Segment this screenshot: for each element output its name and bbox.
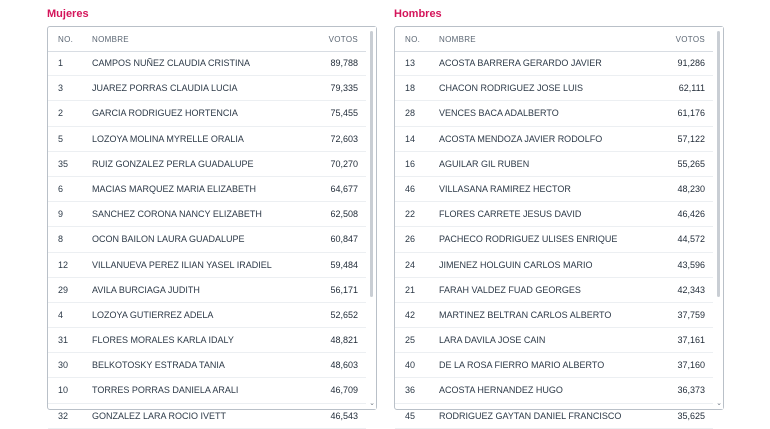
row-nombre: SANCHEZ CORONA NANCY ELIZABETH: [92, 209, 262, 220]
hombres-rows: [395, 51, 713, 429]
row-no: 46: [405, 183, 416, 194]
row-nombre: ACOSTA MENDOZA JAVIER RODOLFO: [439, 133, 603, 144]
row-nombre: VILLANUEVA PEREZ ILIAN YASEL IRADIEL: [92, 259, 272, 270]
table-row[interactable]: [48, 101, 366, 126]
row-nombre: MACIAS MARQUEZ MARIA ELIZABETH: [92, 183, 257, 194]
row-votos: 64,677: [330, 183, 358, 194]
row-votos: 57,122: [677, 133, 705, 144]
row-votos: 44,572: [677, 234, 705, 245]
row-no: 42: [405, 309, 416, 320]
row-nombre: RUIZ GONZALEZ PERLA GUADALUPE: [92, 158, 254, 169]
mujeres-title: Mujeres: [47, 8, 89, 20]
table-row[interactable]: [395, 353, 713, 378]
row-no: 28: [405, 108, 416, 119]
row-no: 3: [58, 83, 64, 94]
row-no: 45: [405, 410, 416, 421]
row-no: 4: [58, 309, 64, 320]
row-no: 31: [58, 335, 69, 346]
row-no: 25: [405, 335, 416, 346]
row-votos: 60,847: [330, 234, 358, 245]
table-row[interactable]: [395, 127, 713, 152]
table-row[interactable]: [48, 378, 366, 403]
row-nombre: VENCES BACA ADALBERTO: [439, 108, 559, 119]
table-row[interactable]: [48, 227, 366, 252]
row-nombre: GARCIA RODRIGUEZ HORTENCIA: [92, 108, 238, 119]
row-votos: 62,508: [330, 209, 358, 220]
row-votos: 48,821: [330, 335, 358, 346]
row-no: 10: [58, 385, 69, 396]
row-no: 24: [405, 259, 416, 270]
row-nombre: BELKOTOSKY ESTRADA TANIA: [92, 360, 225, 371]
row-no: 8: [58, 234, 64, 245]
row-nombre: RODRIGUEZ GAYTAN DANIEL FRANCISCO: [439, 410, 622, 421]
row-votos: 37,161: [677, 335, 705, 346]
table-row[interactable]: [48, 127, 366, 152]
row-nombre: OCON BAILON LAURA GUADALUPE: [92, 234, 245, 245]
table-row[interactable]: [48, 51, 366, 76]
row-no: 40: [405, 360, 416, 371]
row-votos: 46,709: [330, 385, 358, 396]
row-no: 2: [58, 108, 64, 119]
row-no: 36: [405, 385, 416, 396]
table-row[interactable]: [48, 152, 366, 177]
row-no: 29: [58, 284, 69, 295]
table-row[interactable]: [395, 76, 713, 101]
row-no: 12: [58, 259, 69, 270]
row-votos: 43,596: [677, 259, 705, 270]
row-nombre: PACHECO RODRIGUEZ ULISES ENRIQUE: [439, 234, 618, 245]
table-row[interactable]: [48, 353, 366, 378]
row-votos: 89,788: [330, 58, 358, 68]
row-no: 21: [405, 284, 416, 295]
mujeres-rows: [48, 51, 366, 429]
table-row[interactable]: [48, 404, 366, 429]
row-nombre: GONZALEZ LARA ROCIO IVETT: [92, 410, 227, 421]
row-votos: 56,171: [330, 284, 358, 295]
row-no: 32: [58, 410, 69, 421]
row-nombre: CAMPOS NUÑEZ CLAUDIA CRISTINA: [92, 58, 251, 68]
row-votos: 52,652: [330, 309, 358, 320]
table-row[interactable]: [395, 227, 713, 252]
row-votos: 79,335: [330, 83, 358, 94]
table-row[interactable]: [395, 202, 713, 227]
row-nombre: FLORES MORALES KARLA IDALY: [92, 335, 234, 346]
row-no: 14: [405, 133, 416, 144]
row-votos: 37,160: [677, 360, 705, 371]
row-votos: 46,426: [677, 209, 705, 220]
scrollbar-thumb[interactable]: [717, 31, 720, 297]
row-nombre: ACOSTA BARRERA GERARDO JAVIER: [439, 58, 602, 68]
row-nombre: ACOSTA HERNANDEZ HUGO: [439, 385, 563, 396]
row-no: 5: [58, 133, 64, 144]
table-row[interactable]: [48, 278, 366, 303]
scrollbar[interactable]: [366, 27, 376, 409]
table-row[interactable]: [48, 177, 366, 202]
row-no: 26: [405, 234, 416, 245]
header-nombre: NOMBRE: [92, 35, 129, 44]
row-votos: 48,603: [330, 360, 358, 371]
row-nombre: LOZOYA MOLINA MYRELLE ORALIA: [92, 133, 244, 144]
header-votos: VOTOS: [675, 35, 705, 44]
row-nombre: AGUILAR GIL RUBEN: [439, 158, 530, 169]
table-row[interactable]: [395, 404, 713, 429]
row-votos: 37,759: [677, 309, 705, 320]
header-nombre: NOMBRE: [439, 35, 476, 44]
table-row[interactable]: [395, 303, 713, 328]
row-nombre: JUAREZ PORRAS CLAUDIA LUCIA: [92, 83, 238, 94]
row-votos: 48,230: [677, 183, 705, 194]
row-no: 18: [405, 83, 416, 94]
chevron-down-icon[interactable]: ⌄: [716, 400, 722, 407]
table-header: [48, 27, 366, 52]
table-row[interactable]: [395, 328, 713, 353]
row-votos: 70,270: [330, 158, 358, 169]
scrollbar[interactable]: [713, 27, 723, 409]
table-row[interactable]: [395, 378, 713, 403]
row-nombre: DE LA ROSA FIERRO MARIO ALBERTO: [439, 360, 605, 371]
row-no: 13: [405, 58, 416, 68]
row-votos: 42,343: [677, 284, 705, 295]
table-row[interactable]: [48, 253, 366, 278]
table-row[interactable]: [395, 253, 713, 278]
row-nombre: MARTINEZ BELTRAN CARLOS ALBERTO: [439, 309, 612, 320]
mujeres-table[interactable]: [47, 26, 377, 421]
row-votos: 91,286: [677, 58, 705, 68]
row-no: 9: [58, 209, 64, 220]
row-nombre: LOZOYA GUTIERREZ ADELA: [92, 309, 214, 320]
row-no: 30: [58, 360, 69, 371]
scrollbar-thumb[interactable]: [370, 31, 373, 297]
row-votos: 46,543: [330, 410, 358, 421]
row-no: 16: [405, 158, 416, 169]
header-no: NO.: [58, 35, 74, 44]
table-row[interactable]: [48, 76, 366, 101]
table-row[interactable]: [48, 328, 366, 353]
table-row[interactable]: [395, 101, 713, 126]
row-no: 22: [405, 209, 416, 220]
row-nombre: LARA DAVILA JOSE CAIN: [439, 335, 546, 346]
hombres-table[interactable]: [394, 26, 724, 421]
table-header: [395, 27, 713, 52]
table-row[interactable]: [395, 51, 713, 76]
row-votos: 72,603: [330, 133, 358, 144]
header-votos: VOTOS: [328, 35, 358, 44]
table-row[interactable]: [395, 152, 713, 177]
row-no: 35: [58, 158, 69, 169]
row-no: 1: [58, 58, 64, 68]
row-votos: 75,455: [330, 108, 358, 119]
hombres-title: Hombres: [394, 8, 442, 20]
row-votos: 55,265: [677, 158, 705, 169]
row-nombre: JIMENEZ HOLGUIN CARLOS MARIO: [439, 259, 593, 270]
row-votos: 36,373: [677, 385, 705, 396]
row-nombre: VILLASANA RAMIREZ HECTOR: [439, 183, 571, 194]
row-nombre: CHACON RODRIGUEZ JOSE LUIS: [439, 83, 584, 94]
header-no: NO.: [405, 35, 421, 44]
table-row[interactable]: [395, 278, 713, 303]
row-nombre: TORRES PORRAS DANIELA ARALI: [92, 385, 239, 396]
table-row[interactable]: [48, 202, 366, 227]
row-nombre: AVILA BURCIAGA JUDITH: [92, 284, 200, 295]
row-votos: 62,111: [678, 83, 705, 94]
row-no: 6: [58, 183, 64, 194]
row-nombre: FLORES CARRETE JESUS DAVID: [439, 209, 582, 220]
table-row[interactable]: [395, 177, 713, 202]
row-votos: 61,176: [677, 108, 705, 119]
chevron-down-icon[interactable]: ⌄: [369, 400, 375, 407]
row-votos: 35,625: [677, 410, 705, 421]
row-votos: 59,484: [330, 259, 358, 270]
row-nombre: FARAH VALDEZ FUAD GEORGES: [439, 284, 581, 295]
table-row[interactable]: [48, 303, 366, 328]
